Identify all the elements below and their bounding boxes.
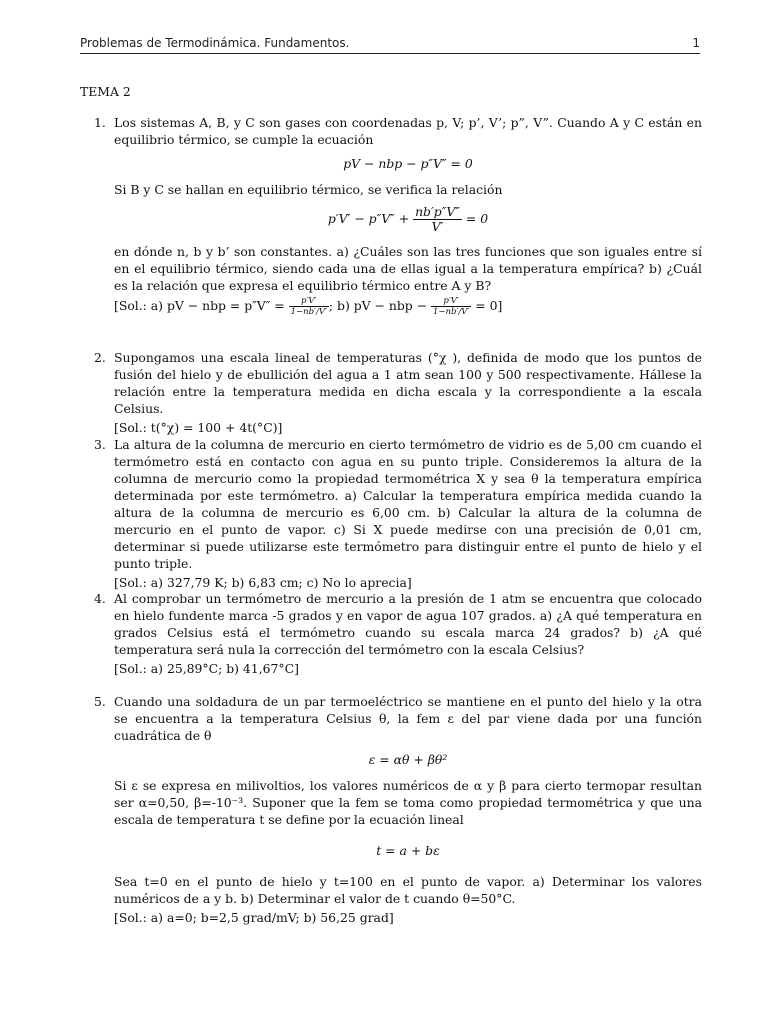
equation: t = a + bε <box>376 843 440 858</box>
solution <box>114 296 702 317</box>
fraction-numerator: p′V′ <box>289 296 329 307</box>
solution: [Sol.: a) 25,89°C; b) 41,67°C] <box>114 661 299 676</box>
problem-number: 4. <box>94 591 106 606</box>
problem-text: Si ε se expresa en milivoltios, los valores numéricos de α y β para cierto termopar resultan ser α=0,50, β=-10⁻³. Suponer que la fem se toma como propiedad termométrica y que una escala de temperatura t se define por la ecuación lineal <box>114 778 702 827</box>
problem-text: Supongamos una escala lineal de temperaturas (°χ ), definida de modo que los puntos de fusión del hielo y de ebullición del agua a 1 atm sean 100 y 500 respectivamente. Hállese la relación entre la temperatura medida en dicha escala y la correspondiente a la escala Celsius. <box>114 350 702 416</box>
solution-part: ; b) pV − nbp − <box>328 298 428 313</box>
fraction <box>431 296 471 317</box>
problem-1 <box>94 114 702 317</box>
problem-5 <box>94 693 702 926</box>
problem-text: Cuando una soldadura de un par termoeléctrico se mantiene en el punto del hielo y la otra se encuentra a la temperatura Celsius θ, la fem ε del par viene dada por una función cuadrática de θ <box>114 694 702 743</box>
equation: ε = αθ + βθ² <box>368 752 448 767</box>
problem-text: Los sistemas A, B, y C son gases con coordenadas p, V; p’, V’; p”, V”. Cuando A y C están en equilibrio térmico, se cumple la ecuación <box>114 115 702 147</box>
solution-part: [Sol.: a) pV − nbp = p″V″ = <box>114 298 285 313</box>
header-rule <box>80 53 700 54</box>
equation-part: p′V′ − p″V″ + <box>327 211 410 226</box>
header-title: Problemas de Termodinámica. Fundamentos. <box>80 36 350 50</box>
problem-number: 3. <box>94 437 106 452</box>
problem-text: La altura de la columna de mercurio en cierto termómetro de vidrio es de 5,00 cm cuando el termómetro está en contacto con agua en su punto triple. Consideremos la altura de la columna de mercurio como la propiedad termométrica X y sea θ la temperatura empírica determinada por este termómetro. a) Calcular la temperatura empírica medida cuando la altura de la columna de mercurio es 6,00 cm. b) Calcular la altura de la columna de mercurio en el punto de vapor. c) Si X puede medirse con una precisión de 0,01 cm, determinar si puede utilizarse este termómetro para distinguir entre el punto de hielo y el punto triple. <box>114 437 702 571</box>
problem-4 <box>94 590 702 677</box>
problem-text: Si B y C se hallan en equilibrio térmico, se verifica la relación <box>114 182 503 197</box>
fraction-denominator: 1−nb′/V′ <box>290 307 327 317</box>
section-title: TEMA 2 <box>80 84 131 99</box>
problem-3 <box>94 436 702 591</box>
fraction <box>289 296 329 317</box>
fraction-numerator: nb′p″V″ <box>415 204 460 219</box>
problem-2 <box>94 349 702 436</box>
solution: [Sol.: t(°χ) = 100 + 4t(°C)] <box>114 420 283 435</box>
page-number: 1 <box>692 36 700 50</box>
page-header <box>80 34 700 52</box>
solution-part: = 0] <box>475 298 503 313</box>
problem-text: Al comprobar un termómetro de mercurio a la presión de 1 atm se encuentra que colocado en hielo fundente marca -5 grados y en vapor de agua 107 grados. a) ¿A qué temperatura en grados Celsius está el termómetro cuando su escala marca 24 grados? b) ¿A qué temperatura será nula la corrección del termómetro con la escala Celsius? <box>114 591 702 657</box>
fraction-denominator: 1−nb′/V′ <box>433 307 470 317</box>
problem-number: 1. <box>94 115 106 130</box>
solution: [Sol.: a) 327,79 K; b) 6,83 cm; c) No lo aprecia] <box>114 575 412 590</box>
equation: pV − nbp − p″V″ = 0 <box>343 156 473 171</box>
solution: [Sol.: a) a=0; b=2,5 grad/mV; b) 56,25 grad] <box>114 910 394 925</box>
fraction <box>413 205 462 234</box>
equation <box>114 205 702 234</box>
equation-part: = 0 <box>465 211 489 226</box>
problem-number: 5. <box>94 694 106 709</box>
problem-number: 2. <box>94 350 106 365</box>
problem-text: en dónde n, b y b’ son constantes. a) ¿Cuáles son las tres funciones que son iguales entre sí en el equilibrio térmico, siendo cada una de ellas igual a la temperatura empírica? b) ¿Cuál es la relación que expresa el equilibrio térmico entre A y B? <box>114 244 702 293</box>
problem-text: Sea t=0 en el punto de hielo y t=100 en el punto de vapor. a) Determinar los valores numéricos de a y b. b) Determinar el valor de t cuando θ=50°C. <box>114 874 702 906</box>
fraction-denominator: V′ <box>431 219 444 234</box>
fraction-numerator: p′V′ <box>431 296 471 307</box>
